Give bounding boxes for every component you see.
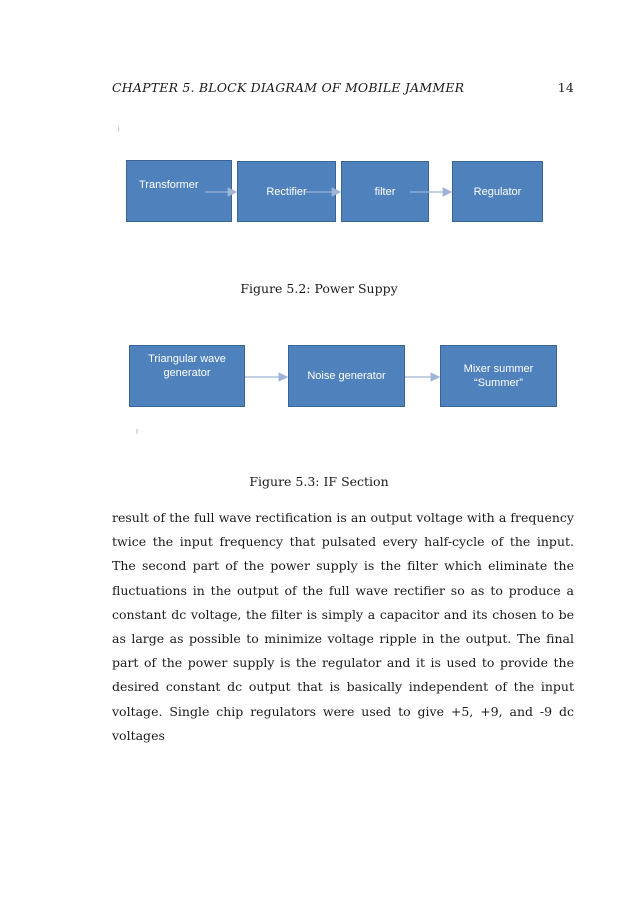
figure-5-2-caption: Figure 5.2: Power Suppy [240,281,398,296]
block-transformer: Transformer [126,160,232,222]
page-number: 14 [557,80,574,95]
block-line: “Summer” [474,377,523,389]
block-filter: filter [341,161,429,222]
block-line: generator [163,367,211,379]
figure-5-3-caption: Figure 5.3: IF Section [249,474,389,489]
block-line: Noise generator [307,370,386,382]
chapter-title: CHAPTER 5. BLOCK DIAGRAM OF MOBILE JAMMER [112,80,465,95]
if-arrows [0,0,638,420]
stray-mark: I [136,429,138,436]
block-regulator: Regulator [452,161,543,222]
stray-mark: i [118,126,120,133]
block-line: Triangular wave [148,353,226,365]
block-rectifier: Rectifier [237,161,336,222]
block-line: Mixer summer [463,363,534,375]
body-paragraph: result of the full wave rectification is an output voltage with a frequency twice the input frequency that pulsated every half-cycle of the input. The second part of the power supply is the filter which eliminate the fluctuations in the output of the full wave rectifier so as to produce a constant dc voltage, the filter is simply a capacitor and its chosen to be as large as possible to minimize voltage ripple in the output. The final part of the power supply is the regulator and it is used to provide the desired constant dc output that is basically independent of the input voltage. Single chip regulators were used to give +5, +9, and -9 dc voltages [112,510,574,743]
